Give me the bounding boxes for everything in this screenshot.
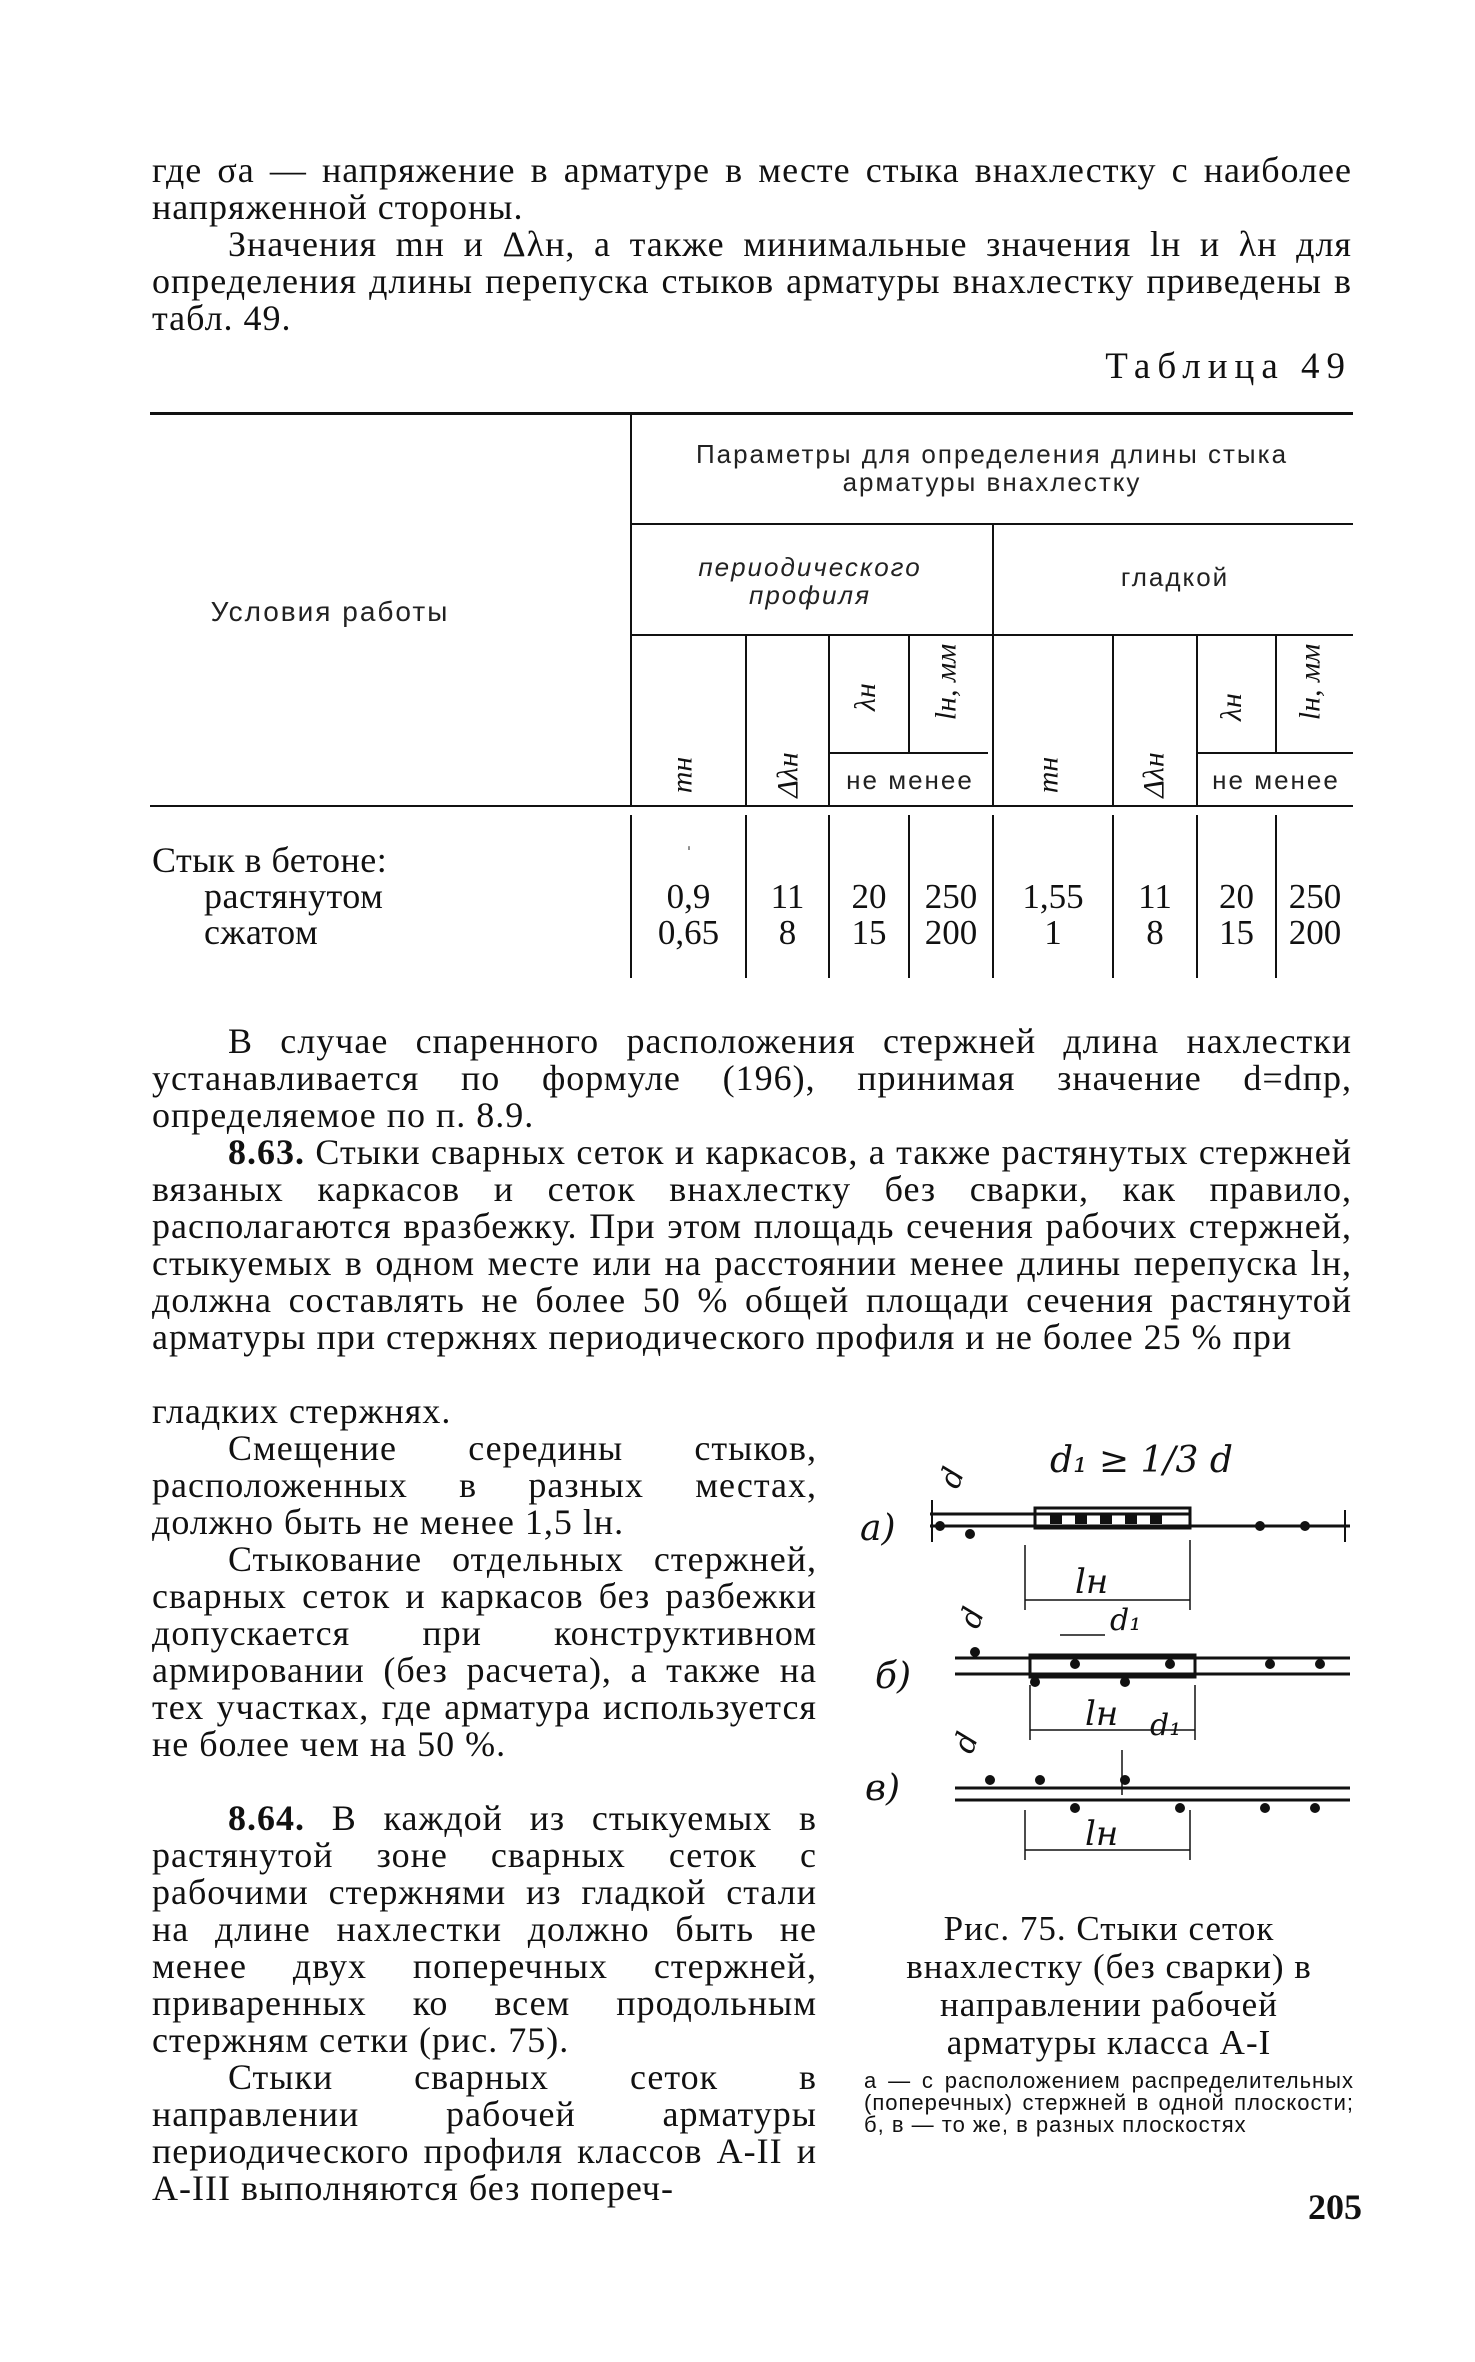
page-number: 205	[1308, 2187, 1362, 2227]
intro-paragraph-1: где σа — напряжение в арматуре в месте стыка внахлестку с наиболее напряженной стороны.	[152, 150, 1352, 227]
paragraph-8-63-text: Стыки сварных сеток и каркасов, а также растянутых стержней вязаных каркасов и сеток внахлестку без сварки, как правило, располагаются вразбежку. При этом площадь сечения рабочих стержней, стыкуемых в одном месте или на расстоянии менее длины перепуска lн, должна составлять не более 50 % общей площади сечения растянутой арматуры при стержнях периодического профиля и не более 25 % при	[152, 1132, 1352, 1357]
cell-r2-c4: 200	[924, 913, 978, 952]
vline-params	[630, 414, 632, 806]
cell-r1-c8: 250	[1288, 877, 1342, 916]
fig-ln-b: lн	[1085, 1694, 1119, 1734]
vline-h-6	[1275, 635, 1277, 753]
cell-r1-c6: 11	[1138, 877, 1172, 916]
cell-r2-c7: 15	[1219, 913, 1254, 952]
not-less-2: не менее	[1212, 765, 1340, 795]
sym-lmm-2: lн, мм	[1293, 643, 1327, 721]
row-label-1: растянутом	[204, 876, 384, 916]
paragraph-8-64	[152, 1800, 817, 2059]
paragraph-paired-bars: В случае спаренного расположения стержней длина нахлестки устанавливается по формуле (196), принимая значение d=dпр, определяемое по п. 8.9.	[152, 1021, 1352, 1135]
cell-r2-c2: 8	[778, 913, 797, 952]
sym-dl-1: Δλн	[771, 752, 805, 798]
paragraph-8-63	[152, 1134, 1352, 1356]
header-smooth: гладкой	[1120, 562, 1230, 592]
vline-h-1	[745, 635, 747, 806]
fig-label-a: а)	[860, 1508, 896, 1549]
cell-r2-c3: 15	[851, 913, 887, 952]
fig-d1-b: d₁	[1110, 1603, 1142, 1638]
cell-r1-c4: 250	[924, 877, 978, 916]
sym-l-1: λн	[848, 683, 882, 711]
sym-l-2: λн	[1214, 693, 1248, 721]
figure-legend: а — с расположением распределительных (поперечных) стержней в одной плоскости; б, в — то же, в разных плоскостях	[864, 2068, 1354, 2137]
vline-h-3	[908, 635, 910, 753]
cell-r1-c1: 0,9	[666, 877, 711, 916]
header-conditions: Условия работы	[210, 596, 450, 627]
fig-label-v: в)	[865, 1768, 900, 1809]
row-tick: ˈ	[685, 843, 694, 869]
intro-paragraph-2: Значения mн и Δλн, а также минимальные значения lн и λн для определения длины перепуска стыков арматуры внахлестку приведены в табл. 49.	[152, 224, 1352, 338]
cell-r2-c1: 0,65	[657, 913, 720, 952]
cell-r1-c3: 20	[851, 877, 887, 916]
cell-r1-c5: 1,55	[1022, 877, 1084, 916]
sym-dl-2: Δλн	[1137, 752, 1171, 798]
cell-r1-c7: 20	[1219, 877, 1254, 916]
figure-caption: Рис. 75. Стыки сеток внахлестку (без сварки) в направлении рабочей арматуры класса А-I	[906, 1909, 1312, 2062]
table-top-rule	[150, 412, 1353, 415]
fig-d-a: d	[932, 1462, 973, 1493]
cell-r2-c6: 8	[1146, 913, 1164, 952]
table-header-bottom-rule	[150, 805, 1353, 807]
header-params: Параметры для определения длины стыка арматуры внахлестку	[695, 439, 1289, 497]
fig-top-label: d₁ ≥ 1/3 d	[1050, 1440, 1233, 1481]
fig-ln-a: lн	[1075, 1562, 1109, 1602]
not-less-1: не менее	[846, 765, 974, 795]
sym-m-1: mн	[665, 756, 699, 794]
fig-d-v: d	[946, 1727, 987, 1758]
cell-r1-c2: 11	[770, 877, 805, 916]
fig-d-b: d	[952, 1602, 993, 1633]
vline-h-4	[1112, 635, 1114, 806]
row-group-label: Стык в бетоне:	[152, 840, 388, 880]
table-title: Таблица 49	[1105, 346, 1352, 387]
header-periodic: периодического профиля	[698, 552, 922, 610]
cell-r2-c5: 1	[1044, 913, 1062, 952]
sym-m-2: mн	[1031, 756, 1065, 794]
clause-number-8-63: 8.63.	[228, 1132, 305, 1172]
paragraph-periodic-profile: Стыки сварных сеток в направлении рабочей арматуры периодического профиля классов А-II и А-III выполняются без попереч-	[152, 2057, 817, 2208]
vline-smooth	[992, 523, 994, 806]
sym-lmm-1: lн, мм	[929, 643, 963, 721]
clause-number-8-64: 8.64.	[228, 1798, 305, 1838]
paragraph-no-stagger: Стыкование отдельных стержней, сварных сеток и каркасов без разбежки допускается при конструктивном армировании (без расчета), а также на тех участках, где арматура используется не более чем на 50 %.	[152, 1539, 817, 1764]
row-label-2: сжатом	[204, 912, 319, 952]
fig-ln-v: lн	[1085, 1814, 1119, 1854]
paragraph-8-63-end: гладких стержнях.	[152, 1391, 452, 1431]
paragraph-8-64-text: В каждой из стыкуемых в растянутой зоне сварных сеток с рабочими стержнями из гладкой стали на длине нахлестки должно быть не менее двух поперечных стержней, приваренных ко всем продольным стержням сетки (рис. 75).	[152, 1798, 818, 2060]
paragraph-offset: Смещение середины стыков, расположенных в разных местах, должно быть не менее 1,5 lн.	[152, 1428, 817, 1542]
fig-d1-v: d₁	[1150, 1708, 1182, 1743]
fig-label-b: б)	[875, 1656, 912, 1697]
cell-r2-c8: 200	[1288, 913, 1342, 952]
figure-75-drawing	[860, 1430, 1360, 1880]
